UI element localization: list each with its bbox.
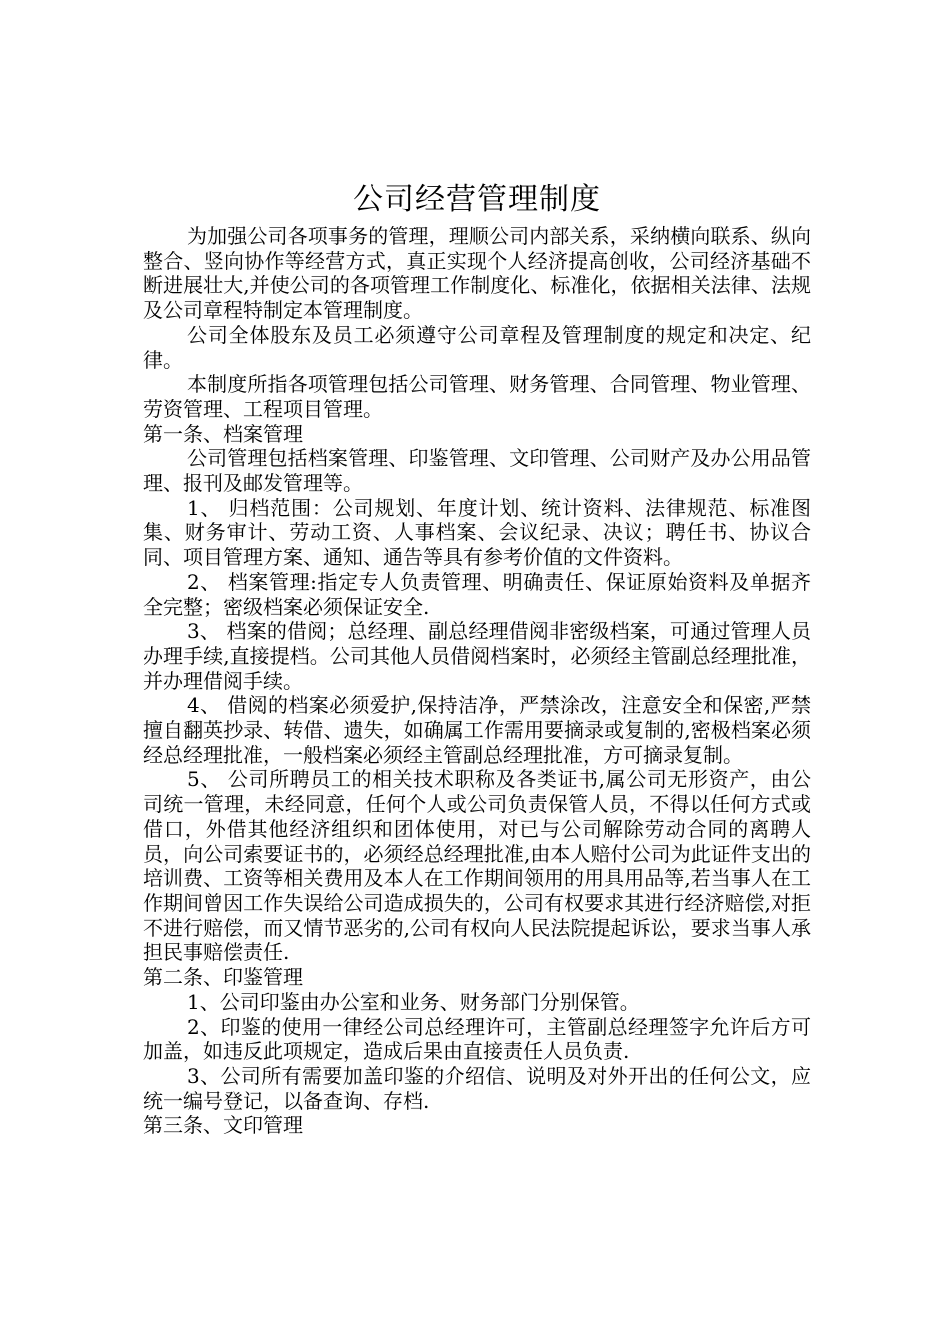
section-heading-printing: 第三条、文印管理 [143, 1113, 303, 1138]
section-heading-archives: 第一条、档案管理 [143, 421, 303, 446]
section-heading-seals: 第二条、印鉴管理 [143, 965, 303, 990]
archives-item-5: 5、 公司所聘员工的相关技术职称及各类证书,属公司无形资产，由公司统一管理，未经同意，任何个人或公司负责保管人员，不得以任何方式或借口，外借其他经济组织和团体使用，对已与公司解除劳动合同的离聘人员，向公司索要证书的，必须经总经理批准,由本人赔付公司为此证件支出的培训费、工资等相关费用及本人在工作期间领用的用具用品等,若当事人在工作期间曾因工作失误给公司造成损失的，公司有权要求其进行经济赔偿,对拒不进行赔偿，而又情节恶劣的,公司有权向人民法院提起诉讼，要求当事人承担民事赔偿责任. [143, 767, 811, 965]
document-body [143, 178, 811, 1138]
archives-item-4: 4、 借阅的档案必须爱护,保持洁净，严禁涂改，注意安全和保密,严禁擅自翻英抄录、转借、遗失，如确属工作需用要摘录或复制的,密极档案必须经总经理批准，一般档案必须经主管副总经理批准，方可摘录复制。 [143, 693, 811, 767]
compliance-paragraph: 公司全体股东及员工必须遵守公司章程及管理制度的规定和决定、纪律。 [143, 322, 811, 372]
archives-item-2: 2、 档案管理:指定专人负责管理、明确责任、保证原始资料及单据齐全完整；密级档案必须保证安全. [143, 569, 811, 619]
seals-item-1: 1、公司印鉴由办公室和业务、财务部门分别保管。 [187, 989, 640, 1014]
archives-item-1: 1、 归档范围：公司规划、年度计划、统计资料、法律规范、标准图集、财务审计、劳动工资、人事档案、会议纪录、决议；聘任书、协议合同、项目管理方案、通知、通告等具有参考价值的文件资料。 [143, 495, 811, 570]
scope-paragraph: 本制度所指各项管理包括公司管理、财务管理、合同管理、物业管理、劳资管理、工程项目管理。 [143, 372, 811, 421]
archives-overview-paragraph: 公司管理包括档案管理、印鉴管理、文印管理、公司财产及办公用品管理、报刊及邮发管理等。 [143, 446, 811, 496]
seals-item-3: 3、公司所有需要加盖印鉴的介绍信、说明及对外开出的任何公文，应统一编号登记，以备查询、存档. [143, 1063, 811, 1113]
archives-item-3: 3、 档案的借阅；总经理、副总经理借阅非密级档案，可通过管理人员办理手续,直接提档。公司其他人员借阅档案时，必须经主管副总经理批准，并办理借阅手续。 [143, 619, 811, 693]
document-title: 公司经营管理制度 [353, 182, 601, 217]
intro-paragraph: 为加强公司各项事务的管理，理顺公司内部关系，采纳横向联系、纵向整合、竖向协作等经营方式，真正实现个人经济提高创收，公司经济基础不断进展壮大,并使公司的各项管理工作制度化、标准化，依据相关法律、法规及公司章程特制定本管理制度。 [143, 224, 811, 323]
seals-item-2: 2、印鉴的使用一律经公司总经理许可，主管副总经理签字允许后方可加盖，如违反此项规定，造成后果由直接责任人员负责. [143, 1014, 811, 1064]
